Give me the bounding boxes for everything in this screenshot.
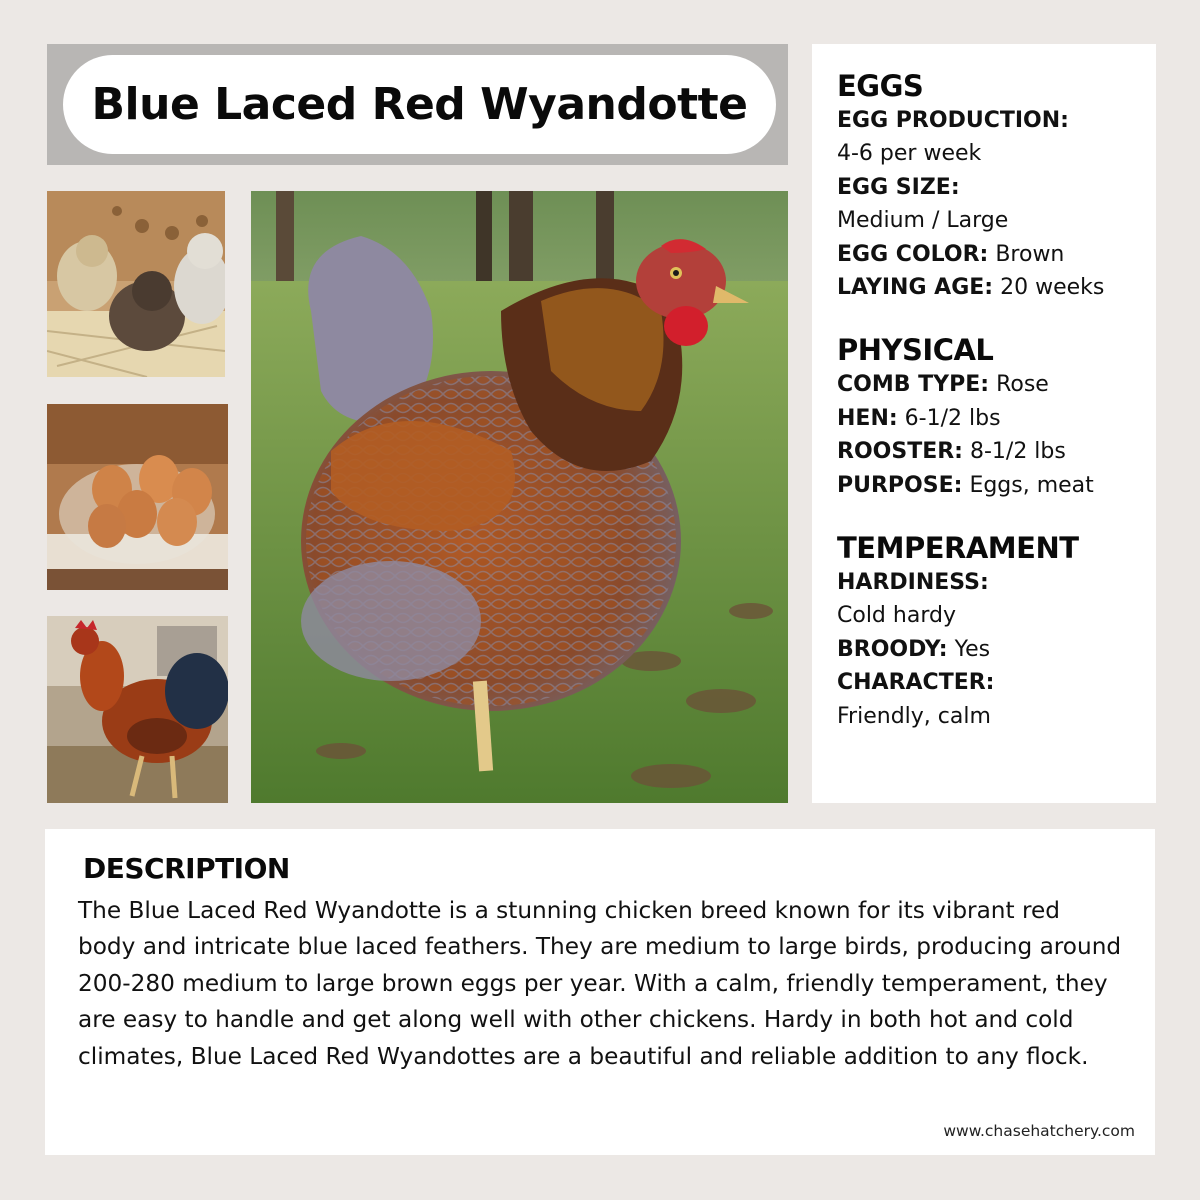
temperament-heading: TEMPERAMENT (837, 531, 1079, 566)
egg-production-row (837, 104, 1136, 137)
egg-size-row (837, 171, 1136, 204)
title-pill (63, 55, 776, 154)
comb-type-value: Rose (996, 372, 1049, 398)
comb-type-row (837, 368, 1136, 401)
page-title: Blue Laced Red Wyandotte (91, 79, 748, 130)
chicks-photo (47, 191, 225, 377)
egg-color-row (837, 238, 1136, 271)
eggs-photo (47, 404, 228, 590)
egg-size-label: EGG SIZE: (837, 174, 960, 200)
egg-production-value: 4-6 per week (837, 141, 982, 167)
broody-value: Yes (954, 636, 991, 662)
broody-row (837, 633, 1136, 666)
laying-age-label: LAYING AGE: (837, 275, 994, 301)
description-heading: DESCRIPTION (83, 852, 290, 885)
egg-size-value: Medium / Large (837, 208, 1009, 234)
character-row (837, 666, 1136, 699)
description-body: The Blue Laced Red Wyandotte is a stunning chicken breed known for its vibrant red body and intricate blue laced feathers. They are medium to large birds, producing around 200-280 medium to large brown eggs per year. With a calm, friendly temperament, they are easy to handle and get along well with other chickens. Hardy in both hot and cold climates, Blue Laced Red Wyandottes are a beautiful and reliable addition to any flock. (78, 897, 1122, 1070)
purpose-value: Eggs, meat (969, 472, 1094, 498)
hardiness-row (837, 566, 1136, 599)
hen-photo (251, 191, 788, 803)
laying-age-value: 20 weeks (1000, 275, 1105, 301)
hardiness-value: Cold hardy (837, 603, 956, 629)
physical-heading: PHYSICAL (837, 333, 994, 368)
rooster-weight-value: 8-1/2 lbs (969, 439, 1066, 465)
rooster-weight-row (837, 435, 1136, 468)
website-link[interactable]: www.chasehatchery.com (943, 1122, 1135, 1140)
rooster-photo (47, 616, 228, 803)
hardiness-label: HARDINESS: (837, 570, 989, 596)
purpose-row (837, 469, 1136, 502)
character-value: Friendly, calm (837, 703, 991, 729)
character-label: CHARACTER: (837, 670, 995, 696)
egg-color-label: EGG COLOR: (837, 241, 989, 267)
laying-age-row (837, 271, 1136, 304)
hen-weight-label: HEN: (837, 405, 898, 431)
rooster-weight-label: ROOSTER: (837, 439, 963, 465)
description-panel (45, 829, 1155, 1155)
broody-label: BROODY: (837, 636, 948, 662)
purpose-label: PURPOSE: (837, 472, 963, 498)
eggs-heading: EGGS (837, 69, 924, 103)
egg-production-label: EGG PRODUCTION: (837, 108, 1069, 133)
comb-type-label: COMB TYPE: (837, 372, 990, 398)
hen-weight-row (837, 402, 1136, 435)
info-panel (812, 44, 1156, 803)
hen-weight-value: 6-1/2 lbs (904, 405, 1001, 431)
egg-color-value: Brown (995, 241, 1065, 267)
